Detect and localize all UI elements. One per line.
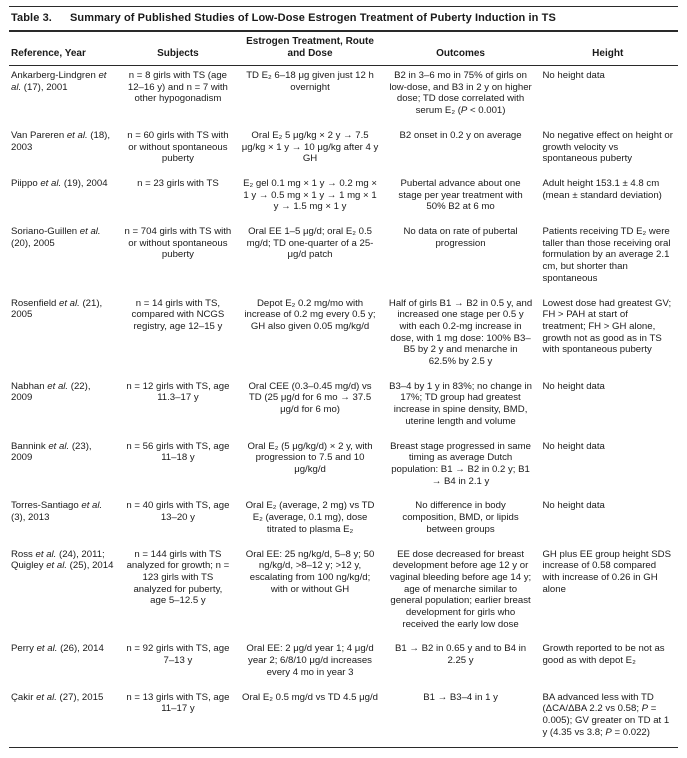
outcomes-cell: No data on rate of pubertal progression <box>403 226 518 249</box>
height-cell: BA advanced less with TD (ΔCA/ΔBA 2.2 vs 0.58; P = 0.005); GV greater on TD at 1 y (4.35 vs 3.8; P = 0.022) <box>542 691 670 738</box>
outcomes-cell: B3–4 by 1 y in 83%; no change in 17%; TD group had greatest increase in spine density, BMD, uterine length and volume <box>389 380 533 427</box>
table-row <box>9 545 678 640</box>
col-header-treatment: Estrogen Treatment, Route and Dose <box>236 32 383 66</box>
table-row <box>9 377 678 437</box>
outcomes-cell: Half of girls B1 → B2 in 0.5 y, and increased one stage per 0.5 y with each 0.2-mg increase in dose, with 1 mg dose: 100% B3–B5 by 2 y and menarche in 62.5% by 2.5 y <box>388 297 533 368</box>
outcomes-cell: Breast stage progressed in same timing as average Dutch population: B1 → B2 in 0.2 y; B1 → B4 in 2.1 y <box>390 440 531 487</box>
outcomes-cell: No difference in body composition, BMD, or lipids between groups <box>402 500 519 535</box>
reference-cell: Piippo et al. (19), 2004 <box>11 177 108 189</box>
reference-cell: Nabhan et al. (22), 2009 <box>11 380 91 404</box>
table-header <box>9 32 678 66</box>
reference-cell: Van Pareren et al. (18), 2003 <box>11 129 111 153</box>
height-cell: Lowest dose had greatest GV; FH > PAH at start of treatment; FH > GH alone, growth not as good as in TS with spontaneous puberty <box>542 297 672 356</box>
height-cell: No height data <box>542 70 605 81</box>
col-header-subjects: Subjects <box>119 32 236 66</box>
table-row <box>9 174 678 222</box>
outcomes-cell: B2 in 3–6 mo in 75% of girls on low-dose, and B3 in 2 y on higher dose; TD dose correlated with serum E₂ (P < 0.001) <box>389 70 532 117</box>
subjects-cell: n = 14 girls with TS, compared with NCGS registry, age 12–15 y <box>131 297 225 332</box>
table-row <box>9 222 678 294</box>
treatment-cell: Oral E₂ 5 μg/kg × 2 y → 7.5 μg/kg × 1 y → 10 μg/kg after 4 y GH <box>241 129 379 165</box>
height-cell: Adult height 153.1 ± 4.8 cm (mean ± standard deviation) <box>542 177 662 201</box>
col-header-height: Height <box>537 32 678 66</box>
subjects-cell: n = 704 girls with TS with or without spontaneous puberty <box>124 226 232 261</box>
table-caption <box>9 7 678 32</box>
reference-cell: Bannink et al. (23), 2009 <box>11 440 92 464</box>
treatment-cell: E₂ gel 0.1 mg × 1 y → 0.2 mg × 1 y → 0.5 mg × 1 y → 1 mg × 1 y → 1.5 mg × 1 y <box>243 177 377 213</box>
treatment-cell: Oral EE 1–5 μg/d; oral E₂ 0.5 mg/d; TD one-quarter of a 25-μg/d patch <box>246 226 374 261</box>
height-cell: Growth reported to be not as good as with depot E₂ <box>542 643 665 667</box>
subjects-cell: n = 92 girls with TS, age 7–13 y <box>126 643 230 667</box>
table-row <box>9 437 678 497</box>
table-container <box>9 6 678 748</box>
table-title-text: Summary of Published Studies of Low-Dose Estrogen Treatment of Puberty Induction in TS <box>69 12 556 24</box>
reference-cell: Torres-Santiago et al. (3), 2013 <box>11 500 103 524</box>
treatment-cell: Oral CEE (0.3–0.45 mg/d) vs TD (25 μg/d for 6 mo → 37.5 μg/d for 6 mo) <box>248 380 372 416</box>
reference-cell: Ross et al. (24), 2011; Quigley et al. (25), 2014 <box>11 548 114 572</box>
treatment-cell: Oral EE: 2 μg/d year 1; 4 μg/d year 2; 6/8/10 μg/d increases every 4 mo in year 3 <box>246 643 374 678</box>
studies-table <box>9 32 678 748</box>
subjects-cell: n = 23 girls with TS <box>137 177 219 189</box>
reference-cell: Ankarberg-Lindgren et al. (17), 2001 <box>11 70 107 93</box>
col-header-outcomes: Outcomes <box>384 32 538 66</box>
height-cell: Patients receiving TD E₂ were taller than those receiving oral formulation by an average 2.1 cm, but shorter than spontaneous <box>542 226 671 284</box>
header-row <box>9 32 678 66</box>
table-number: Table 3. <box>11 12 52 24</box>
reference-cell: Soriano-Guillen et al. (20), 2005 <box>11 226 101 249</box>
subjects-cell: n = 12 girls with TS, age 11.3–17 y <box>126 380 230 404</box>
treatment-cell: Oral E₂ 0.5 mg/d vs TD 4.5 μg/d <box>242 691 379 703</box>
outcomes-cell: Pubertal advance about one stage per year treatment with 50% B2 at 6 mo <box>398 177 523 213</box>
height-cell: GH plus EE group height SDS increase of 0.58 compared with increase of 0.26 in GH alone <box>542 548 671 595</box>
subjects-cell: n = 60 girls with TS with or without spontaneous puberty <box>127 129 229 165</box>
height-cell: No height data <box>542 380 605 392</box>
reference-cell: Çakir et al. (27), 2015 <box>11 691 104 703</box>
subjects-cell: n = 40 girls with TS, age 13–20 y <box>126 500 230 524</box>
subjects-cell: n = 144 girls with TS analyzed for growth; n = 123 girls with TS analyzed for puberty, age 5–12.5 y <box>126 548 230 607</box>
reference-cell: Rosenfield et al. (21), 2005 <box>11 297 103 321</box>
height-cell: No height data <box>542 500 605 512</box>
table-row <box>9 639 678 687</box>
col-header-reference: Reference, Year <box>9 32 119 66</box>
treatment-cell: Oral E₂ (5 μg/kg/d) × 2 y, with progression to 7.5 and 10 μg/kg/d <box>247 440 373 475</box>
subjects-cell: n = 13 girls with TS, age 11–17 y <box>126 691 230 715</box>
table-row <box>9 66 678 126</box>
table-row <box>9 294 678 377</box>
treatment-cell: Oral EE: 25 ng/kg/d, 5–8 y; 50 ng/kg/d, >8–12 y; >12 y, escalating from 100 ng/kg/d; with or without GH <box>245 548 375 595</box>
table-body <box>9 66 678 748</box>
outcomes-cell: B2 onset in 0.2 y on average <box>399 129 522 141</box>
outcomes-cell: B1 → B2 in 0.65 y and to B4 in 2.25 y <box>394 643 527 667</box>
treatment-cell: Depot E₂ 0.2 mg/mo with increase of 0.2 mg every 0.5 y; GH also given 0.05 mg/kg/d <box>244 297 376 332</box>
subjects-cell: n = 56 girls with TS, age 11–18 y <box>126 440 230 464</box>
treatment-cell: TD E₂ 6–18 μg given just 12 h overnight <box>246 70 374 93</box>
reference-cell: Perry et al. (26), 2014 <box>11 643 104 655</box>
outcomes-cell: B1 → B3–4 in 1 y <box>423 691 498 703</box>
treatment-cell: Oral E₂ (average, 2 mg) vs TD E₂ (average, 0.1 mg), dose titrated to plasma E₂ <box>245 500 375 535</box>
height-cell: No negative effect on height or growth velocity vs spontaneous puberty <box>542 129 673 165</box>
table-row <box>9 126 678 174</box>
table-row <box>9 496 678 544</box>
subjects-cell: n = 8 girls with TS (age 12–16 y) and n = 7 with other hypogonadism <box>127 70 228 105</box>
outcomes-cell: EE dose decreased for breast development before age 12 y or vaginal bleeding before age 14 y; age of menarche similar to general population; earlier breast development for girls who received the early low dose <box>389 548 532 630</box>
height-cell: No height data <box>542 440 605 452</box>
table-row <box>9 688 678 748</box>
